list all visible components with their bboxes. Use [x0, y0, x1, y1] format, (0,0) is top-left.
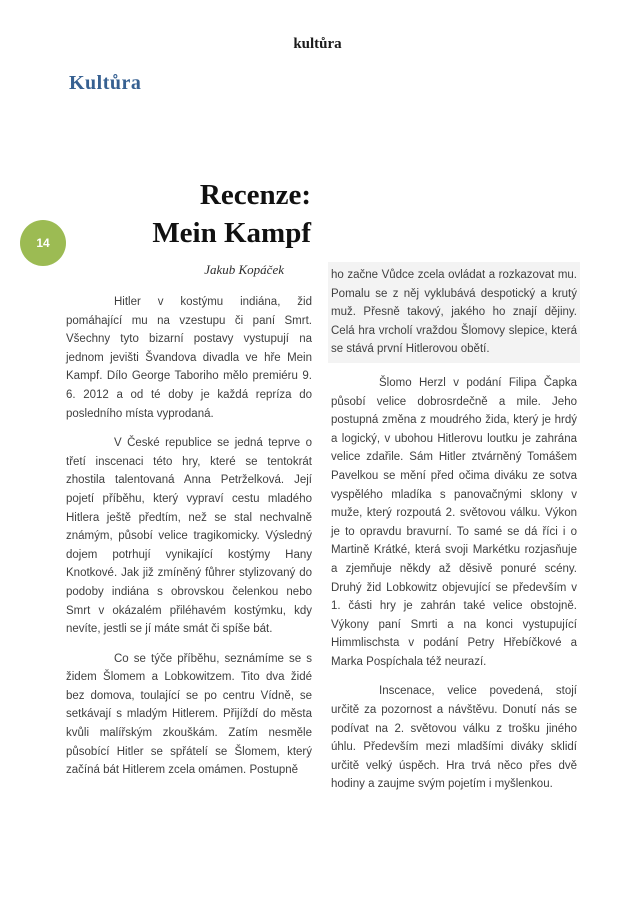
page-number: 14 — [36, 236, 50, 250]
paragraph: Šlomo Herzl v podání Filipa Čapka působí velice dobrosrdečně a mile. Jeho postupná změna z moudrého žida, který je hrdý a logický, v ubohou Hitlerovu loutku je zahrána velice zdařile. Sám Hitler ztvárněný Tomášem Pavelkou se mění před očima diváku ze sotva vyspělého mladíka s panovačnými sklony v muže, který rozpoutá 2. světovou válku. Výkon je to opravdu bravurní. To samé se dá říci i o Martině Krátké, která svoji Markétku rozjasňuje a zjemňuje někdy až děsivě ponuré scény. Druhý žid Lobkowitz objevující se především v 1. části hry je zahrán také velice obstojně. Výkony paní Smrti a na konci vystupující Himmlischsta v podání Petry Hřebíčkové a Marka Pospíchala též neurazí. — [331, 376, 577, 668]
article-author: Jakub Kopáček — [204, 262, 284, 277]
article-title-line1: Recenze: — [199, 179, 311, 211]
left-column — [66, 293, 312, 791]
section-heading: Kultůra — [69, 72, 142, 94]
page-number-badge — [20, 220, 66, 266]
paragraph: V České republice se jedná teprve o třetí inscenaci této hry, které se tentokrát zhostila talentovaná Anna Petrželková. Její pojetí příběhu, který vypraví cestu mladého Hitlera ještě předtím, než se stal nechvalně známým, působí velice tragikomicky. Výsledný dojem potrhují vynikající kostýmy Hany Knotkové. Jak již zmíněný fůhrer stylizovaný do podoby indiána s obrovskou čelenkou nebo Smrt v okázalém přiléhavém kostýmku, kdy nevíte, jestli se jí máte smát či spíše bát. — [66, 437, 312, 636]
running-header: kultůra — [293, 36, 342, 52]
paragraph: Co se týče příběhu, seznámíme se s židem Šlomem a Lobkowitzem. Tito dva židé bez domova, toulající se po centru Vídně, se setkávají s mladým Hitlerem. Přijíždí do města kvůli malířským zkouškám. Zatím nesměle působící Hitler se spřátelí se Šlomem, který začíná bát Hitlerem zcela omámen. Postupně — [66, 652, 312, 777]
paragraph: Hitler v kostýmu indiána, žid pomáhající mu na vzestupu či paní Smrt. Všechny tyto bizarní postavy vystupují na jednom jevišti Švandova divadla ve hře Mein Kampf. Dílo George Taboriho mělo premiéru 9. 6. 2012 a od té doby je každá repríza do posledního místa vyprodaná. — [66, 296, 312, 420]
article-title-line2: Mein Kampf — [152, 217, 311, 249]
paragraph-highlighted: ho začne Vůdce zcela ovládat a rozkazovat mu. Pomalu se z něj vyklubává despotický a krutý muž. Přesně takový, jakého ho znají dějiny. Celá hra vrcholí vraždou Šlomovy slepice, která se stává první Hitlerovou obětí. — [328, 262, 580, 363]
right-column — [331, 262, 577, 805]
article-title — [66, 176, 311, 252]
paragraph: Inscenace, velice povedená, stojí určitě za pozornost a návštěvu. Donutí nás se podívat na 2. světovou válku z trošku jiného úhlu. Především mezi mladšími diváky sklidí určitě velký úspěch. Hra trvá něco přes dvě hodiny a zaujme svým pojetím i myšlenkou. — [331, 685, 577, 791]
